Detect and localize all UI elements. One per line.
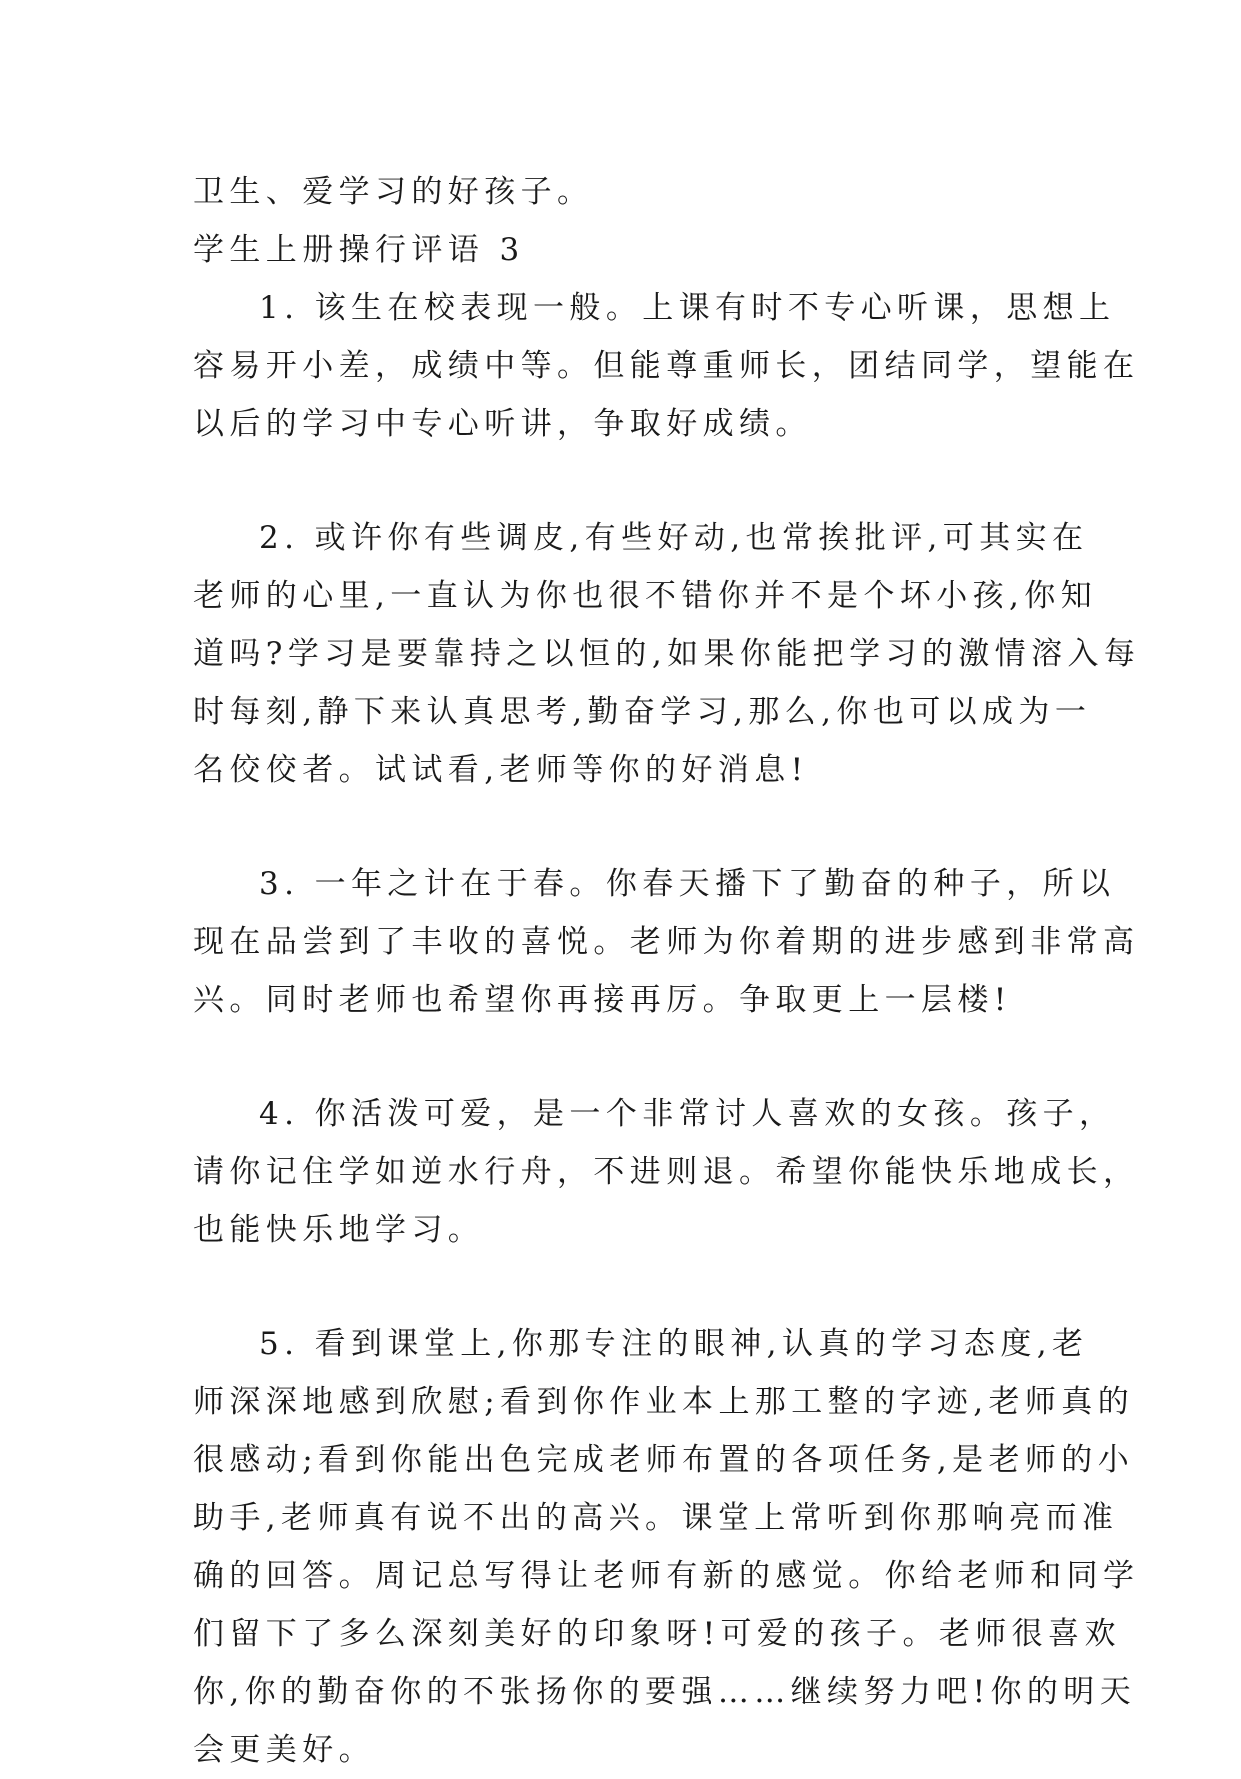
item-3-line-2: 现在品尝到了丰收的喜悦。老师为你着期的进步感到非常高 bbox=[193, 924, 1140, 960]
item-2-line-2: 老师的心里,一直认为你也很不错你并不是个坏小孩,你知 bbox=[193, 578, 1098, 614]
item-2-line-4: 时每刻,静下来认真思考,勤奋学习,那么,你也可以成为一 bbox=[193, 694, 1092, 730]
item-1-line-2: 容易开小差，成绩中等。但能尊重师长，团结同学，望能在 bbox=[193, 348, 1140, 384]
item-5-line-1: 5. 看到课堂上,你那专注的眼神,认真的学习态度,老 bbox=[259, 1326, 1089, 1362]
section-title: 学生上册操行评语 3 bbox=[193, 232, 525, 268]
item-3-line-3: 兴。同时老师也希望你再接再厉。争取更上一层楼! bbox=[193, 982, 1012, 1018]
item-4-line-3: 也能快乐地学习。 bbox=[193, 1212, 485, 1248]
item-1-line-3: 以后的学习中专心听讲，争取好成绩。 bbox=[193, 406, 812, 442]
item-2-line-1: 2. 或许你有些调皮,有些好动,也常挨批评,可其实在 bbox=[259, 520, 1089, 556]
item-5-line-7: 你,你的勤奋你的不张扬你的要强……继续努力吧!你的明天 bbox=[193, 1674, 1137, 1710]
item-1-line-1: 1. 该生在校表现一般。上课有时不专心听课，思想上 bbox=[259, 290, 1116, 326]
item-3-line-1: 3. 一年之计在于春。你春天播下了勤奋的种子，所以 bbox=[259, 866, 1116, 902]
item-2-line-5: 名佼佼者。试试看,老师等你的好消息! bbox=[193, 752, 809, 788]
item-5-line-3: 很感动;看到你能出色完成老师布置的各项任务,是老师的小 bbox=[193, 1442, 1135, 1478]
item-2-line-3: 道吗?学习是要靠持之以恒的,如果你能把学习的激情溶入每 bbox=[193, 636, 1141, 672]
item-5-line-8: 会更美好。 bbox=[193, 1732, 375, 1768]
continuation-text: 卫生、爱学习的好孩子。 bbox=[193, 174, 594, 210]
document-page bbox=[193, 163, 1141, 1779]
item-5-line-6: 们留下了多么深刻美好的印象呀!可爱的孩子。老师很喜欢 bbox=[193, 1616, 1121, 1652]
item-4-line-2: 请你记住学如逆水行舟，不进则退。希望你能快乐地成长， bbox=[193, 1154, 1140, 1190]
item-5-line-4: 助手,老师真有说不出的高兴。课堂上常听到你那响亮而准 bbox=[193, 1500, 1119, 1536]
item-4-line-1: 4. 你活泼可爱，是一个非常讨人喜欢的女孩。孩子， bbox=[259, 1096, 1116, 1132]
item-5-line-5: 确的回答。周记总写得让老师有新的感觉。你给老师和同学 bbox=[193, 1558, 1140, 1594]
item-5-line-2: 师深深地感到欣慰;看到你作业本上那工整的字迹,老师真的 bbox=[193, 1384, 1135, 1420]
